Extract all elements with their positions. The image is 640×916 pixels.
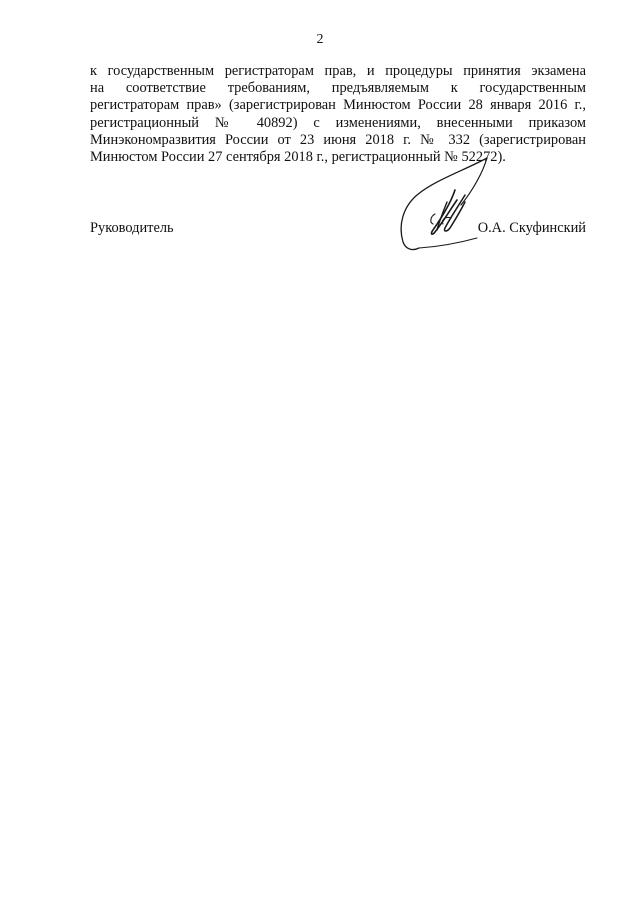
body-line: регистрационный № 40892) с изменениями, внесенными приказом (90, 114, 586, 131)
page-number: 2 (316, 32, 324, 47)
scan-edge (0, 912, 640, 916)
signatory-name: О.А. Скуфинский (477, 220, 586, 236)
body-line: на соответствие требованиям, предъявляемым к государственным (90, 80, 586, 97)
handwritten-signature-icon (395, 150, 505, 260)
body-line: Минюстом России 27 сентября 2018 г., регистрационный № 52272). (90, 148, 506, 165)
signature-block (90, 218, 586, 242)
body-line: Минэкономразвития России от 23 июня 2018 г. № 332 (зарегистрирован (90, 131, 586, 148)
body-paragraph (90, 63, 586, 166)
body-line: к государственным регистраторам прав, и процедуры принятия экзамена (90, 63, 586, 79)
body-line: регистраторам прав» (зарегистрирован Минюстом России 28 января 2016 г., (90, 97, 586, 114)
signatory-position: Руководитель (90, 220, 174, 236)
